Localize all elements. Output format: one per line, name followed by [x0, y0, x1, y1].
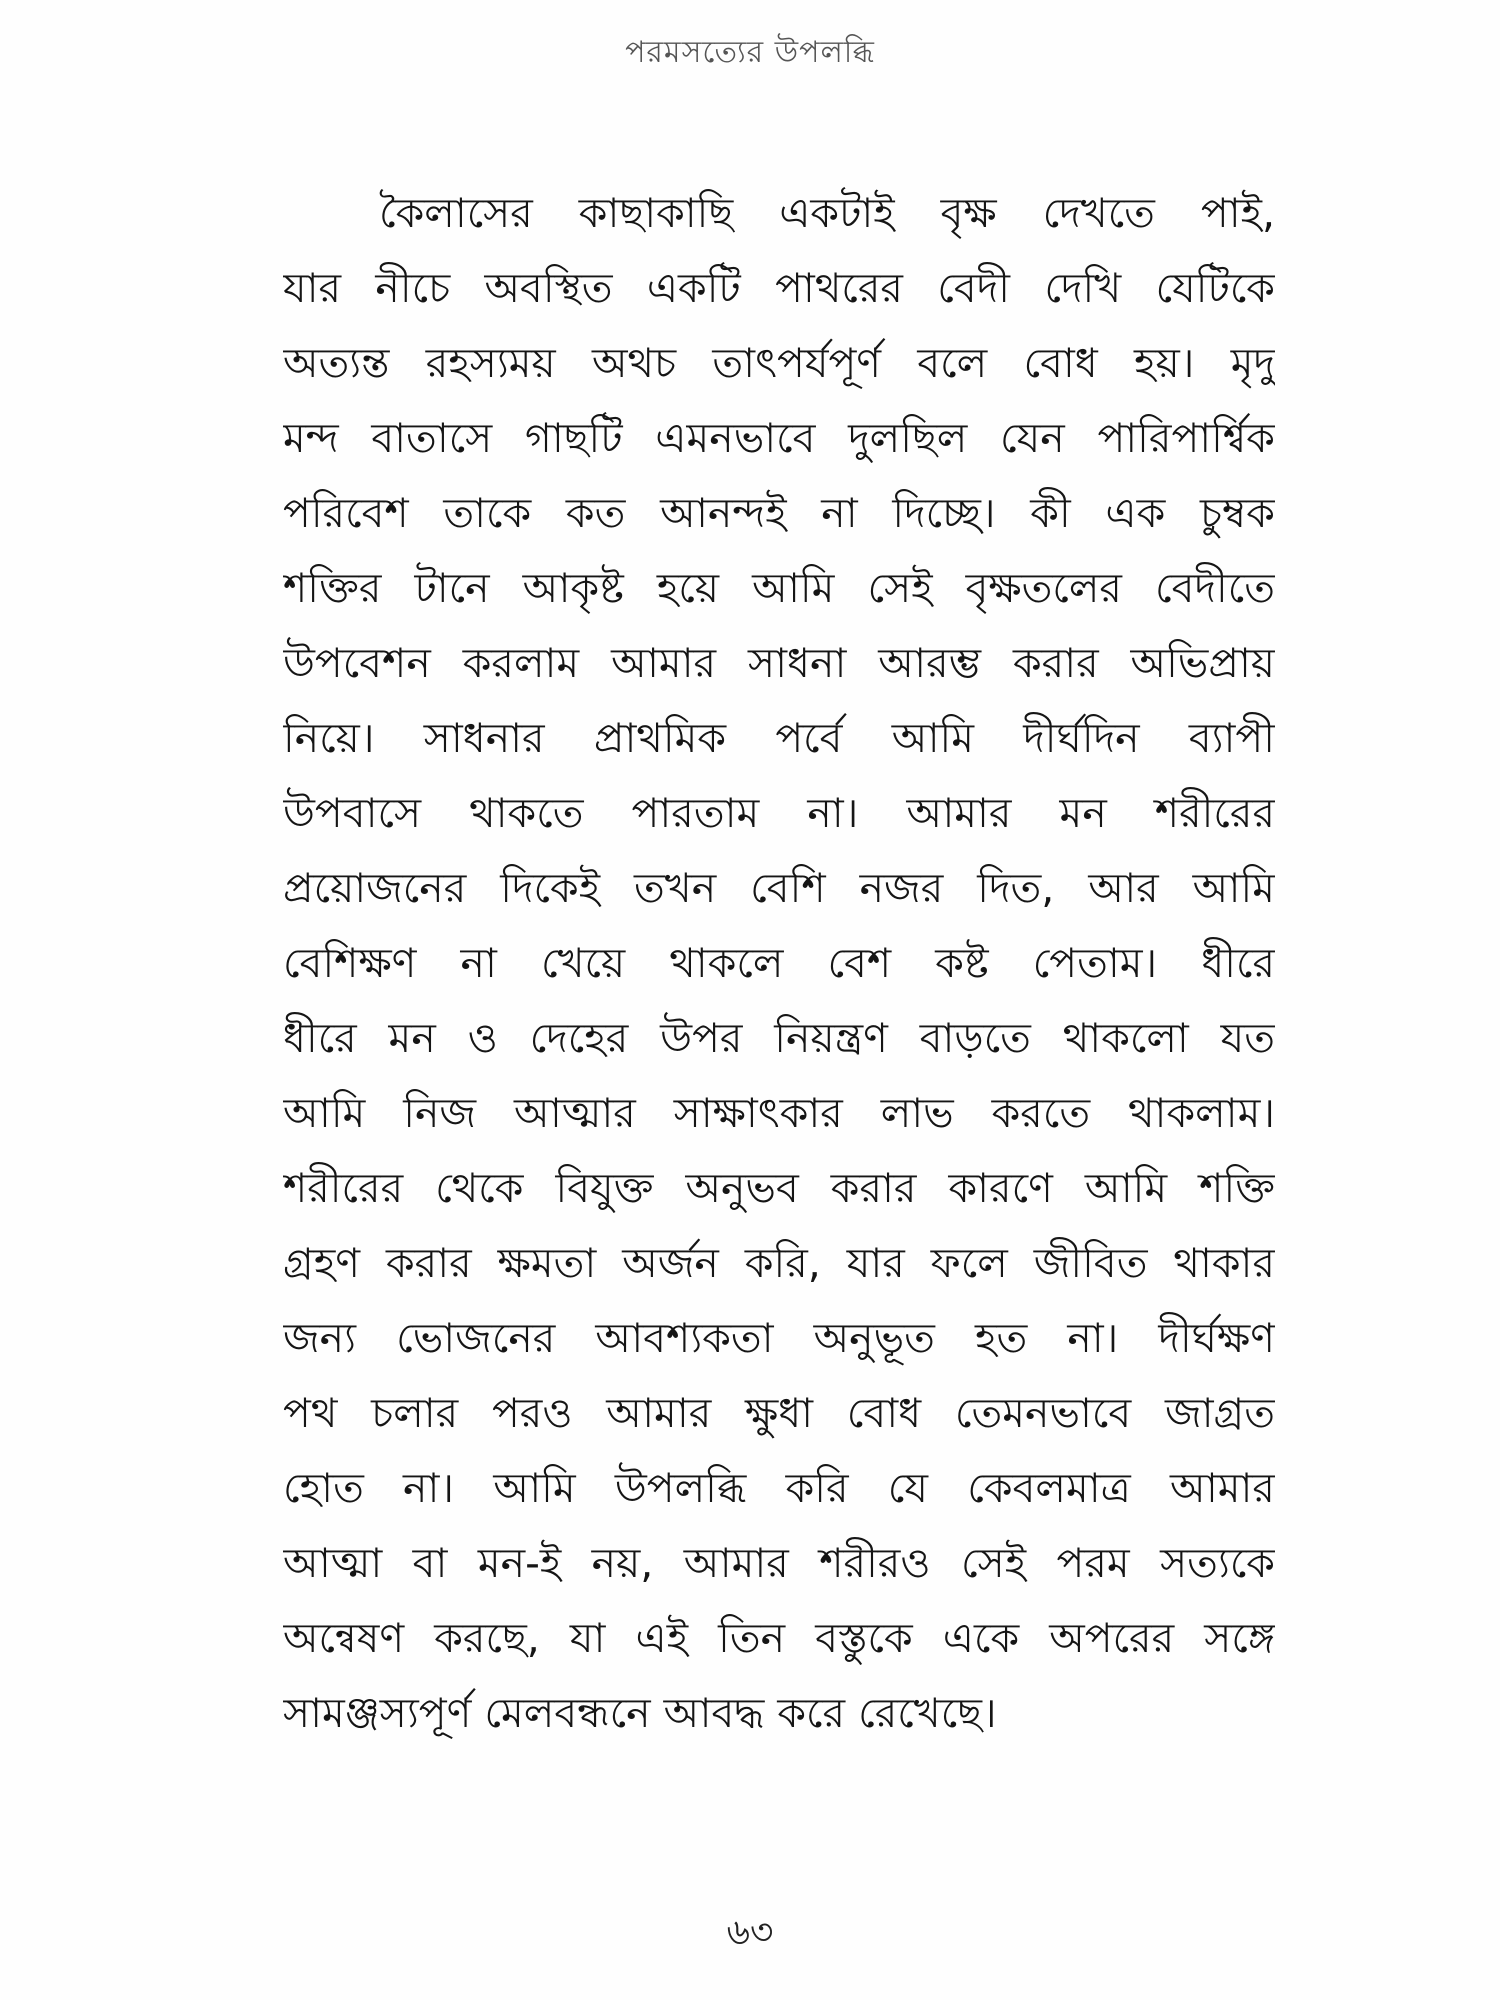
text-line: ধীরে মন ও দেহের উপর নিয়ন্ত্রণ বাড়তে থাকলো যত: [283, 1014, 1275, 1062]
text-line: পথ চলার পরও আমার ক্ষুধা বোধ তেমনভাবে জাগ্রত: [283, 1389, 1275, 1437]
text-line: জন্য ভোজনের আবশ্যকতা অনুভূত হত না। দীর্ঘক্ষণ: [283, 1314, 1275, 1362]
text-line: মন্দ বাতাসে গাছটি এমনভাবে দুলছিল যেন পারিপার্শ্বিক: [283, 414, 1275, 462]
text-line: উপবেশন করলাম আমার সাধনা আরম্ভ করার অভিপ্রায়: [283, 639, 1275, 687]
text-line: উপবাসে থাকতে পারতাম না। আমার মন শরীরের: [283, 789, 1275, 837]
text-line: পরিবেশ তাকে কত আনন্দই না দিচ্ছে। কী এক চুম্বক: [283, 489, 1275, 537]
text-line: অত্যন্ত রহস্যময় অথচ তাৎপর্যপূর্ণ বলে বোধ হয়। মৃদু: [283, 339, 1275, 387]
text-line: যার নীচে অবস্থিত একটি পাথরের বেদী দেখি যেটিকে: [283, 264, 1275, 312]
text-line: হোত না। আমি উপলব্ধি করি যে কেবলমাত্র আমার: [283, 1464, 1275, 1512]
text-line: আত্মা বা মন-ই নয়, আমার শরীরও সেই পরম সত্যকে: [283, 1539, 1275, 1587]
page-number: ৬৩: [726, 1912, 774, 1953]
text-line: শরীরের থেকে বিযুক্ত অনুভব করার কারণে আমি শক্তি: [283, 1164, 1275, 1212]
text-line: নিয়ে। সাধনার প্রাথমিক পর্বে আমি দীর্ঘদিন ব্যাপী: [283, 714, 1275, 762]
running-title: পরমসত্যের উপলব্ধি: [625, 35, 875, 70]
text-line: বেশিক্ষণ না খেয়ে থাকলে বেশ কষ্ট পেতাম। ধীরে: [283, 939, 1275, 987]
text-line: কৈলাসের কাছাকাছি একটাই বৃক্ষ দেখতে পাই,: [379, 189, 1275, 237]
text-line: আমি নিজ আত্মার সাক্ষাৎকার লাভ করতে থাকলাম।: [283, 1089, 1275, 1137]
text-line: শক্তির টানে আকৃষ্ট হয়ে আমি সেই বৃক্ষতলের বেদীতে: [283, 564, 1275, 612]
text-line: সামঞ্জস্যপূর্ণ মেলবন্ধনে আবদ্ধ করে রেখেছে।: [283, 1689, 997, 1737]
text-line: প্রয়োজনের দিকেই তখন বেশি নজর দিত, আর আমি: [283, 864, 1275, 912]
text-line: গ্রহণ করার ক্ষমতা অর্জন করি, যার ফলে জীবিত থাকার: [283, 1239, 1275, 1287]
body-paragraph: [283, 176, 1275, 1751]
text-line: অন্বেষণ করছে, যা এই তিন বস্তুকে একে অপরের সঙ্গে: [283, 1614, 1275, 1662]
